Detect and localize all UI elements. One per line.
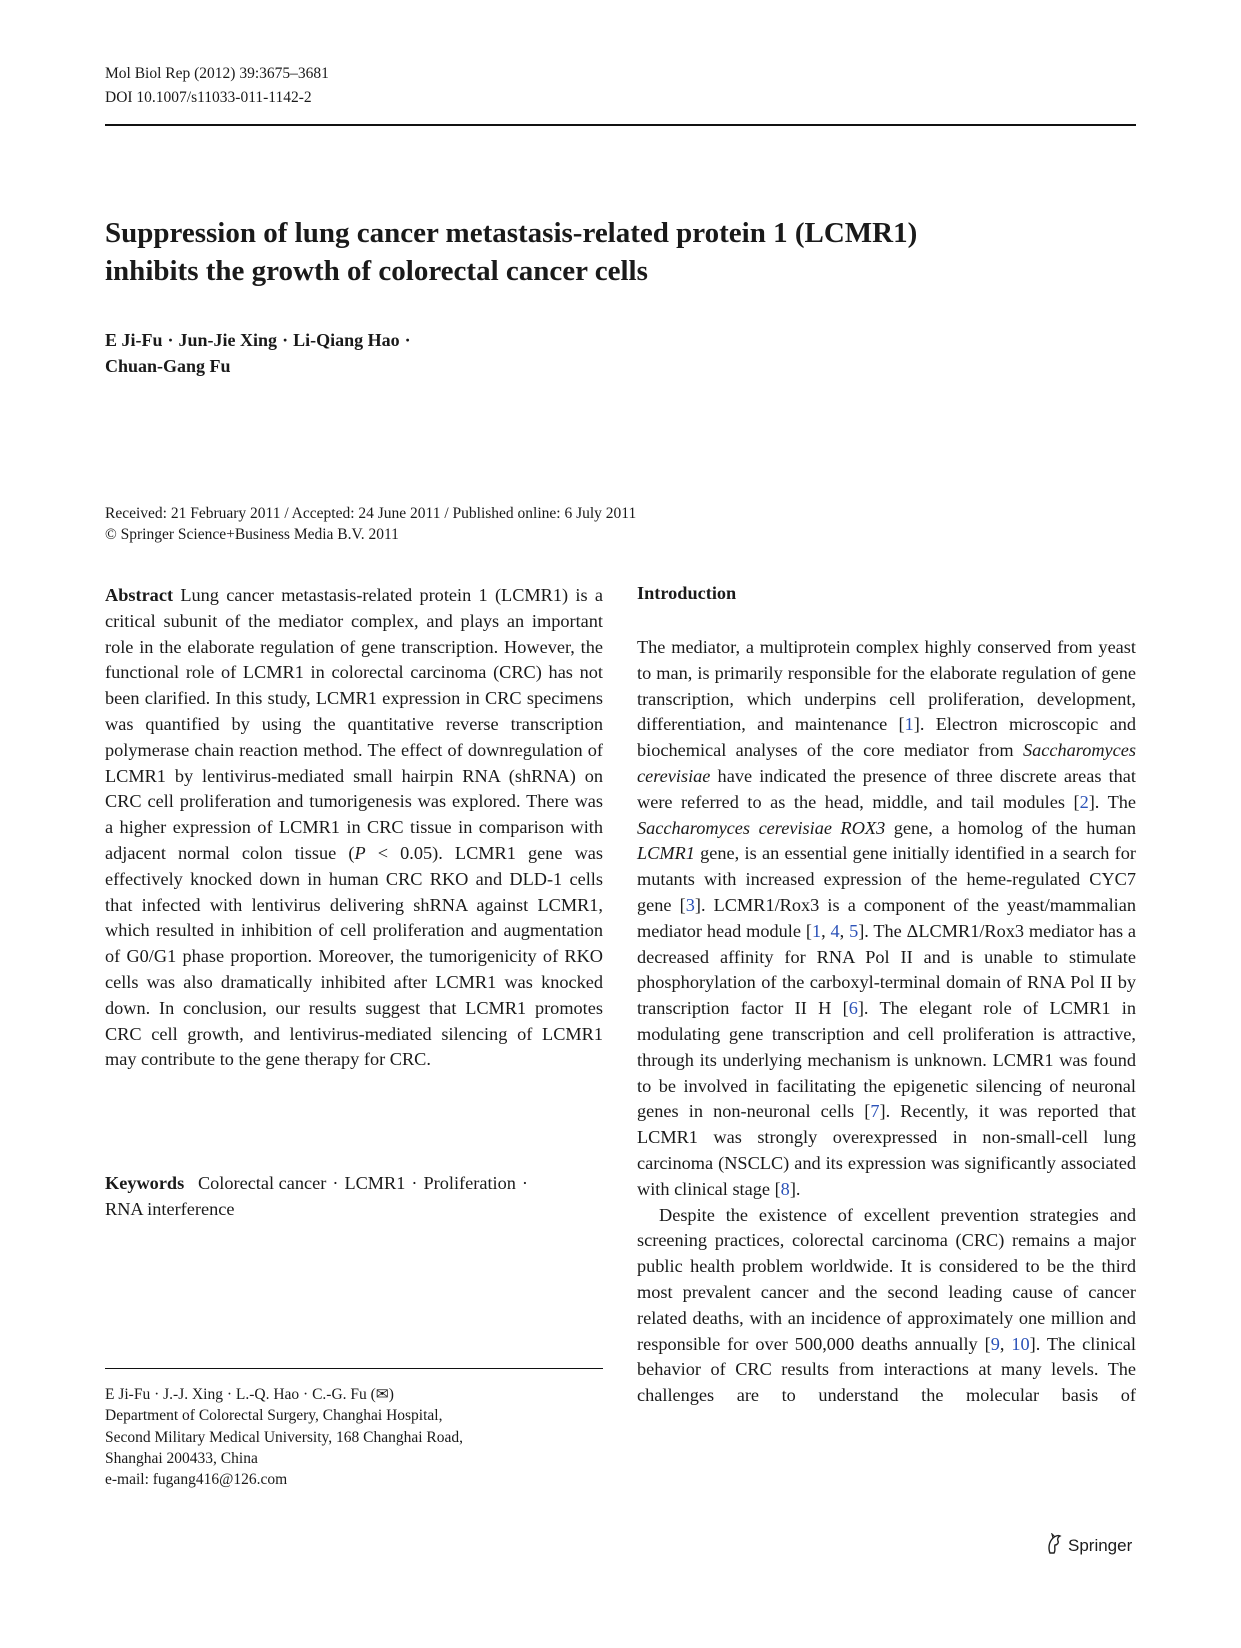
citation-link[interactable]: 3 [685,894,695,915]
title-line-2: inhibits the growth of colorectal cancer cells [105,255,648,287]
section-heading-introduction: Introduction [637,583,737,603]
citation-link[interactable]: 1 [811,920,822,941]
keywords-label: Keywords [105,1173,185,1193]
publication-dates [105,503,636,545]
citation-link[interactable]: 7 [870,1101,880,1122]
keyword-separator: · [332,1173,339,1193]
author[interactable]: Li-Qiang Hao [293,330,400,350]
keyword-separator: · [411,1173,418,1193]
citation-link[interactable]: 9 [990,1333,1000,1354]
city: Shanghai 200433, China [105,1449,258,1467]
introduction-body [637,635,1136,1409]
copyright: © Springer Science+Business Media B.V. 2011 [105,526,399,543]
history-dates: Received: 21 February 2011 / Accepted: 24 June 2011 / Published online: 6 July 2011 [105,505,637,522]
author-list [105,327,416,379]
doi[interactable]: DOI 10.1007/s11033-011-1142-2 [105,89,312,106]
keyword: Proliferation [423,1173,516,1193]
title-line-1: Suppression of lung cancer metastasis-related protein 1 (LCMR1) [105,217,918,249]
keyword: LCMR1 [344,1173,406,1193]
paragraph: Despite the existence of excellent prevention strategies and screening practices, colorectal carcinoma (CRC) remains a major public health problem worldwide. It is considered to be the third most prevalent cancer and the second leading cause of cancer related deaths, with an incidence of approximately one million and responsible for over 500,000 deaths annually [9, 10]. The clinical behavior of CRC results from interactions at many levels. The challenges are to understand the molecular basis of [637,1204,1136,1406]
author-separator: · [167,330,174,350]
citation-link[interactable]: 10 [1011,1333,1030,1354]
keyword-separator: · [521,1173,528,1193]
abstract-label: Abstract [105,585,174,605]
footnote-divider [105,1368,603,1369]
envelope-icon: ✉ [375,1386,389,1403]
paragraph: The mediator, a multiprotein complex highly conserved from yeast to man, is primarily responsible for the elaborate regulation of gene transcription, which underpins cell proliferation, development, differentiation, and maintenance [1]. Electron microscopic and biochemical analyses of the core mediator from Saccharomyces cerevisiae have indicated the presence of three discrete areas that were referred to as the head, middle, and tail modules [2]. The Saccharomyces cerevisiae ROX3 gene, a homolog of the human LCMR1 gene, is an essential gene initially identified in a search for mutants with increased expression of the heme-regulated CYC7 gene [3]. LCMR1/Rox3 is a component of the yeast/mammalian mediator head module [1, 4, 5]. The ΔLCMR1/Rox3 mediator has a decreased affinity for RNA Pol II and is unable to stimulate phosphorylation of the carboxyl-terminal domain of RNA Pol II by transcription factor II H [6]. The elegant role of LCMR1 in modulating gene transcription and cell proliferation is attractive, through its underlying mechanism is unknown. LCMR1 was found to be involved in facilitating the epigenetic silencing of neuronal genes in non-neuronal cells [7]. Recently, it was reported that LCMR1 was strongly overexpressed in non-small-cell lung carcinoma (NSCLC) and its expression was significantly associated with clinical stage [8]. [637,637,1137,1199]
citation-link[interactable]: 8 [780,1178,790,1199]
author-separator: · [404,330,411,350]
citation-link[interactable]: 1 [904,714,914,735]
citation-link[interactable]: 6 [848,998,858,1019]
gene-name: LCMR1 [637,843,695,864]
publisher-logo [1044,1533,1132,1556]
institution-address: Second Military Medical University, 168 Changhai Road, [105,1428,464,1446]
author[interactable]: Chuan-Gang Fu [105,356,231,376]
author-separator: · [282,330,289,350]
article-title [105,214,1136,290]
citation-link[interactable]: 2 [1079,791,1089,812]
species-name: Saccharomyces cerevisiae [637,740,1136,786]
citation-link[interactable]: 4 [830,920,840,941]
springer-horse-icon [1044,1533,1064,1555]
footnote-authors: E Ji-Fu · J.-J. Xing · L.-Q. Hao · C.-G. Fu (✉) [105,1386,394,1403]
email[interactable]: e-mail: fugang416@126.com [105,1471,288,1489]
keywords [105,1171,603,1223]
abstract-text-continued: < 0.05). LCMR1 gene was effectively knocked down in human CRC RKO and DLD-1 cells that infected with lentivirus delivering shRNA against LCMR1, which resulted in inhibition of cell proliferation and augmentation of G0/G1 phase proportion. Moreover, the tumorigenicity of RKO cells was also dramatically inhibited after LCMR1 was knocked down. In conclusion, our results suggest that LCMR1 promotes CRC cell growth, and lentivirus-mediated silencing of LCMR1 may contribute to the gene therapy for CRC. [105,842,603,1070]
affiliation-footnote [105,1384,463,1490]
journal-citation: Mol Biol Rep (2012) 39:3675–3681 [105,65,329,82]
keyword: RNA interference [105,1198,235,1219]
author[interactable]: Jun-Jie Xing [178,330,278,350]
keyword: Colorectal cancer [197,1173,327,1193]
running-header [105,62,329,110]
publisher-name: Springer [1068,1536,1133,1555]
header-divider [105,124,1136,126]
p-value-symbol: P [354,842,366,863]
abstract-text: Lung cancer metastasis-related protein 1 (LCMR1) is a critical subunit of the mediator complex, and plays an important role in the elaborate regulation of gene transcription. However, the functional role of LCMR1 in colorectal carcinoma (CRC) has not been clarified. In this study, LCMR1 expression in CRC specimens was quantified by using the quantitative reverse transcription polymerase chain reaction method. The effect of downregulation of LCMR1 by lentivirus-mediated small hairpin RNA (shRNA) on CRC cell proliferation and tumorigenesis was explored. There was a higher expression of LCMR1 in CRC tissue in comparison with adjacent normal colon tissue ( [105,585,603,863]
abstract [105,583,603,1073]
species-gene-name: Saccharomyces cerevisiae ROX3 [637,817,886,838]
department: Department of Colorectal Surgery, Changhai Hospital, [105,1407,443,1425]
citation-link[interactable]: 5 [849,920,859,941]
author[interactable]: E Ji-Fu [105,330,163,350]
